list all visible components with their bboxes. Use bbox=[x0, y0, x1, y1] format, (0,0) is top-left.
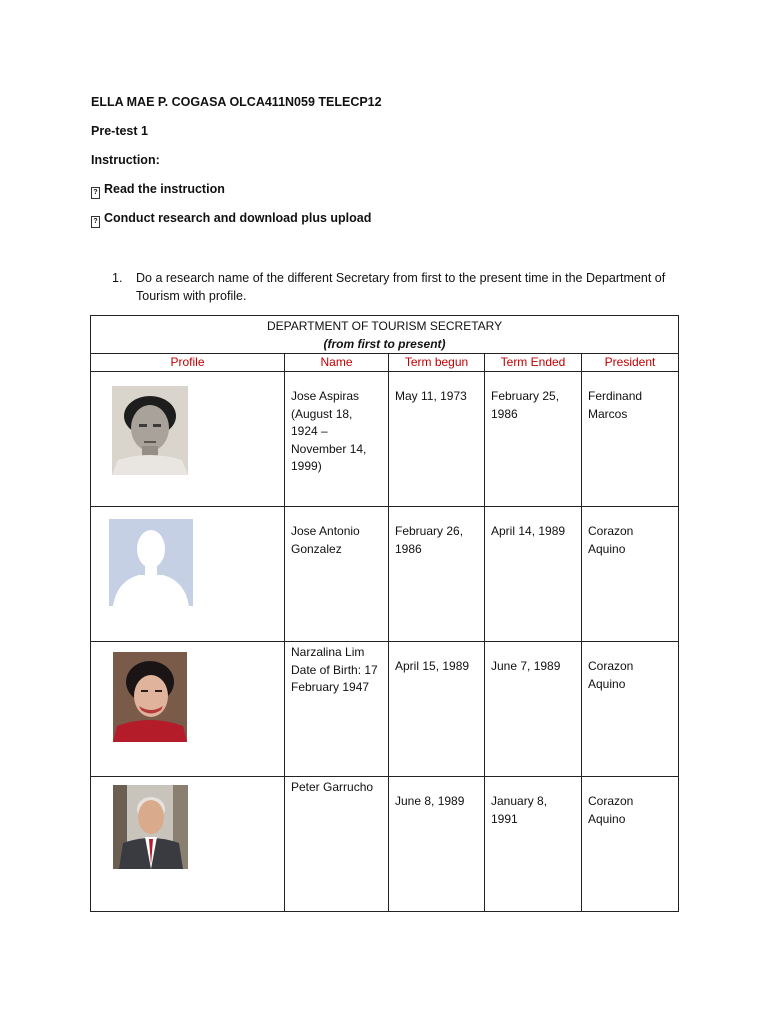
bullet-item bbox=[91, 210, 371, 228]
secretary-table bbox=[90, 315, 679, 912]
name-cell: Jose Antonio Gonzalez bbox=[285, 507, 389, 642]
term-begun-cell: May 11, 1973 bbox=[389, 372, 485, 507]
profile-cell bbox=[91, 372, 285, 507]
term-ended-cell: June 7, 1989 bbox=[485, 642, 582, 777]
column-header-name: Name bbox=[285, 354, 389, 372]
president-cell: Corazon Aquino bbox=[582, 777, 679, 912]
table-title-cell bbox=[91, 316, 679, 354]
term-ended-cell: February 25, 1986 bbox=[485, 372, 582, 507]
column-header-term-ended: Term Ended bbox=[485, 354, 582, 372]
question-number: 1. bbox=[112, 271, 123, 285]
portrait-photo bbox=[113, 785, 188, 869]
table-row bbox=[91, 777, 679, 912]
term-ended-cell: January 8, 1991 bbox=[485, 777, 582, 912]
term-begun-cell: February 26, 1986 bbox=[389, 507, 485, 642]
question-text: Do a research name of the different Secretary from first to the present time in the Department of Tourism with profile. bbox=[136, 271, 666, 303]
term-begun-cell: April 15, 1989 bbox=[389, 642, 485, 777]
column-header-profile: Profile bbox=[91, 354, 285, 372]
profile-cell bbox=[91, 507, 285, 642]
term-begun-cell: June 8, 1989 bbox=[389, 777, 485, 912]
portrait-photo bbox=[112, 386, 188, 475]
column-header-president: President bbox=[582, 354, 679, 372]
table-row bbox=[91, 642, 679, 777]
term-ended-cell: April 14, 1989 bbox=[485, 507, 582, 642]
name-cell: Peter Garrucho bbox=[285, 777, 389, 912]
table-subtitle: (from first to present) bbox=[323, 336, 446, 351]
bullet-icon: ? bbox=[91, 216, 100, 228]
instruction-label: Instruction: bbox=[91, 153, 160, 167]
profile-cell bbox=[91, 777, 285, 912]
profile-cell bbox=[91, 642, 285, 777]
column-header-term-begun: Term begun bbox=[389, 354, 485, 372]
bullet-text: Conduct research and download plus upload bbox=[104, 211, 372, 225]
table-row bbox=[91, 372, 679, 507]
test-title: Pre-test 1 bbox=[91, 124, 148, 138]
president-cell: Corazon Aquino bbox=[582, 507, 679, 642]
name-cell: Jose Aspiras (August 18, 1924 – November 14, 1999) bbox=[285, 372, 389, 507]
bullet-item bbox=[91, 181, 225, 199]
president-cell: Ferdinand Marcos bbox=[582, 372, 679, 507]
placeholder-silhouette-icon bbox=[109, 519, 193, 606]
table-title: DEPARTMENT OF TOURISM SECRETARY bbox=[266, 319, 503, 333]
bullet-icon: ? bbox=[91, 187, 100, 199]
president-cell: Corazon Aquino bbox=[582, 642, 679, 777]
table-row bbox=[91, 507, 679, 642]
author-line: ELLA MAE P. COGASA OLCA411N059 TELECP12 bbox=[91, 95, 382, 109]
name-cell: Narzalina Lim Date of Birth: 17 February 1947 bbox=[285, 642, 389, 777]
bullet-text: Read the instruction bbox=[104, 182, 225, 196]
portrait-photo bbox=[113, 652, 187, 742]
